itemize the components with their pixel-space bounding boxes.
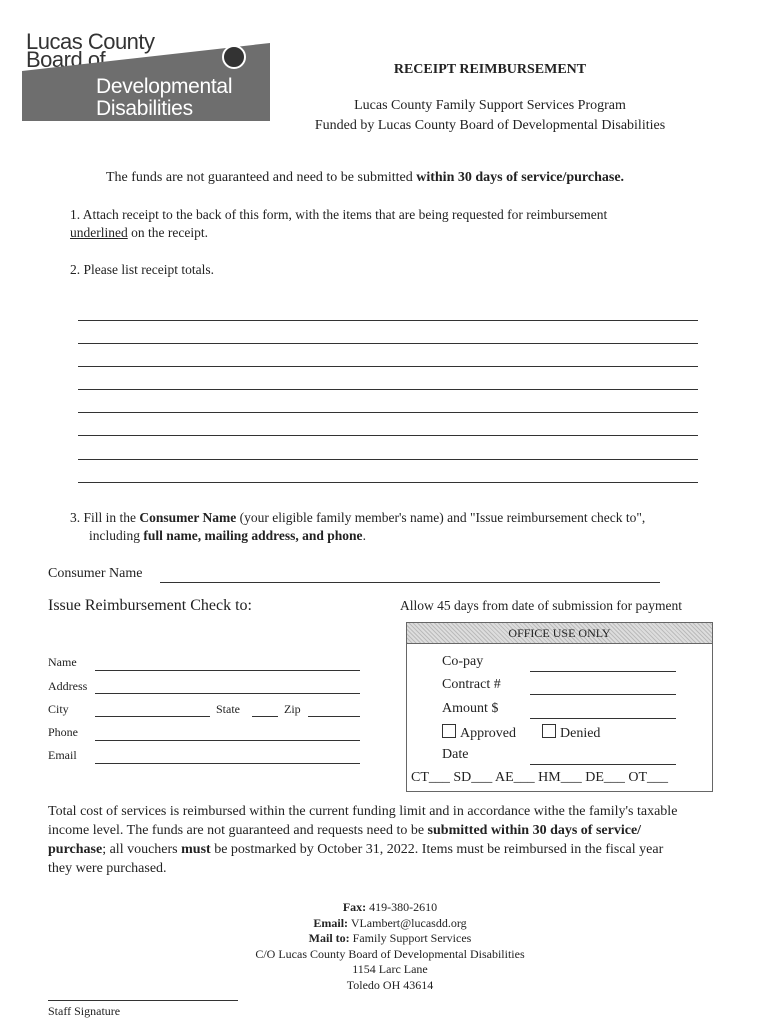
- notice-text: The funds are not guaranteed and need to be submitted: [106, 170, 417, 185]
- denied-option[interactable]: [542, 724, 600, 742]
- program-codes: CT___ SD___ AE___ HM___ DE___ OT___: [411, 770, 669, 785]
- phone-label: Phone: [48, 725, 78, 739]
- step1-line1: 1. Attach receipt to the back of this form, with the items that are being requested for reimbursement: [70, 207, 608, 222]
- receipt-total-line[interactable]: [78, 435, 698, 436]
- terms-deadline: submitted within 30 days of service/: [427, 823, 642, 838]
- step1-underlined: underlined: [70, 225, 128, 240]
- approved-checkbox[interactable]: [442, 724, 456, 738]
- terms-line4: they were purchased.: [48, 861, 167, 876]
- office-use-heading: OFFICE USE ONLY: [407, 623, 712, 644]
- receipt-total-line[interactable]: [78, 389, 698, 390]
- date-label: Date: [442, 747, 469, 762]
- amount-field[interactable]: [530, 718, 676, 719]
- receipt-total-line[interactable]: [78, 412, 698, 413]
- reimbursement-terms: [48, 802, 748, 878]
- copay-label: Co-pay: [442, 654, 484, 669]
- terms-line2-text: income level. The funds are not guaranteed and requests need to be: [48, 823, 428, 838]
- submission-notice: [106, 170, 624, 186]
- issue-check-heading: Issue Reimbursement Check to:: [48, 597, 252, 614]
- name-field[interactable]: [95, 670, 360, 671]
- step3-prefix: 3. Fill in the: [70, 510, 140, 525]
- terms-vouchers: ; all vouchers: [102, 842, 182, 857]
- logo-line2: Board of: [26, 47, 106, 72]
- approved-label: Approved: [460, 726, 516, 741]
- mail-line: [200, 931, 580, 947]
- denied-checkbox[interactable]: [542, 724, 556, 738]
- mail-recipient: Family Support Services: [349, 931, 472, 945]
- mail-city: Toledo OH 43614: [346, 977, 434, 992]
- consumer-name-label: Consumer Name: [48, 566, 143, 581]
- zip-label: Zip: [284, 702, 301, 716]
- fax-label: Fax:: [342, 900, 367, 914]
- fax-number: 419-380-2610: [366, 900, 438, 914]
- date-field[interactable]: [530, 764, 676, 765]
- denied-label: Denied: [560, 726, 601, 741]
- logo-line1: Lucas County: [26, 29, 155, 54]
- step3-consumer-name: Consumer Name: [139, 510, 237, 525]
- logo: [22, 30, 272, 125]
- logo-band-line1: Developmental: [96, 75, 233, 98]
- receipt-total-line[interactable]: [78, 459, 698, 460]
- notice-deadline: within 30 days of service/purchase.: [416, 170, 625, 185]
- contact-block: [200, 900, 580, 993]
- step3-required-fields: full name, mailing address, and phone: [143, 528, 363, 543]
- copay-field[interactable]: [530, 671, 676, 672]
- logo-band-line2: Disabilities: [96, 97, 193, 120]
- form-title: RECEIPT REIMBURSEMENT: [393, 62, 587, 77]
- consumer-name-field[interactable]: [160, 582, 660, 583]
- step3-mid: (your eligible family member's name) and "Issue reimbursement check to",: [236, 510, 646, 525]
- state-field[interactable]: [252, 716, 278, 717]
- step3-line1: [70, 510, 645, 526]
- mail-label: Mail to:: [308, 931, 350, 945]
- mail-street: 1154 Larc Lane: [352, 962, 428, 976]
- receipt-total-line[interactable]: [78, 366, 698, 367]
- address-label: Address: [48, 679, 88, 693]
- terms-line3: [48, 840, 748, 859]
- step1-line2: [70, 225, 208, 241]
- contract-label: Contract #: [442, 677, 501, 692]
- approved-option[interactable]: [442, 724, 516, 742]
- contact-email-label: Email:: [313, 915, 349, 930]
- staff-signature-label: Staff Signature: [48, 1004, 121, 1018]
- terms-must: must: [181, 842, 211, 857]
- terms-line1: Total cost of services is reimbursed within the current funding limit and in accordance withe the family's taxable: [48, 804, 678, 819]
- program-name: Lucas County Family Support Services Program: [354, 98, 626, 113]
- email-line: [200, 916, 580, 932]
- zip-field[interactable]: [308, 716, 360, 717]
- step3-line2-suffix: .: [362, 528, 366, 543]
- contract-field[interactable]: [530, 694, 676, 695]
- staff-signature-field[interactable]: [48, 1000, 238, 1001]
- mail-org: C/O Lucas County Board of Developmental Disabilities: [255, 946, 525, 961]
- receipt-total-line[interactable]: [78, 482, 698, 483]
- amount-label: Amount $: [442, 701, 499, 716]
- allow-days-note: Allow 45 days from date of submission for payment: [400, 598, 682, 613]
- email-label: Email: [48, 748, 77, 762]
- email-field[interactable]: [95, 763, 360, 764]
- terms-purchase: purchase: [48, 842, 103, 857]
- fax-line: [200, 900, 580, 916]
- step2-text: 2. Please list receipt totals.: [70, 262, 214, 277]
- city-field[interactable]: [95, 716, 210, 717]
- address-field[interactable]: [95, 693, 360, 694]
- contact-email[interactable]: VLambert@lucasdd.org: [348, 915, 467, 930]
- step3-line2-prefix: including: [89, 528, 144, 543]
- terms-line2: [48, 821, 748, 840]
- step1-rest: on the receipt.: [127, 225, 208, 240]
- state-label: State: [216, 702, 240, 716]
- receipt-total-line[interactable]: [78, 320, 698, 321]
- phone-field[interactable]: [95, 740, 360, 741]
- funding-line: Funded by Lucas County Board of Developmental Disabilities: [314, 118, 666, 133]
- step3-line2: [89, 528, 366, 544]
- terms-postmark: be postmarked by October 31, 2022. Items must be reimbursed in the fiscal year: [210, 842, 664, 857]
- receipt-total-line[interactable]: [78, 343, 698, 344]
- city-label: City: [48, 702, 69, 716]
- name-label: Name: [48, 655, 77, 669]
